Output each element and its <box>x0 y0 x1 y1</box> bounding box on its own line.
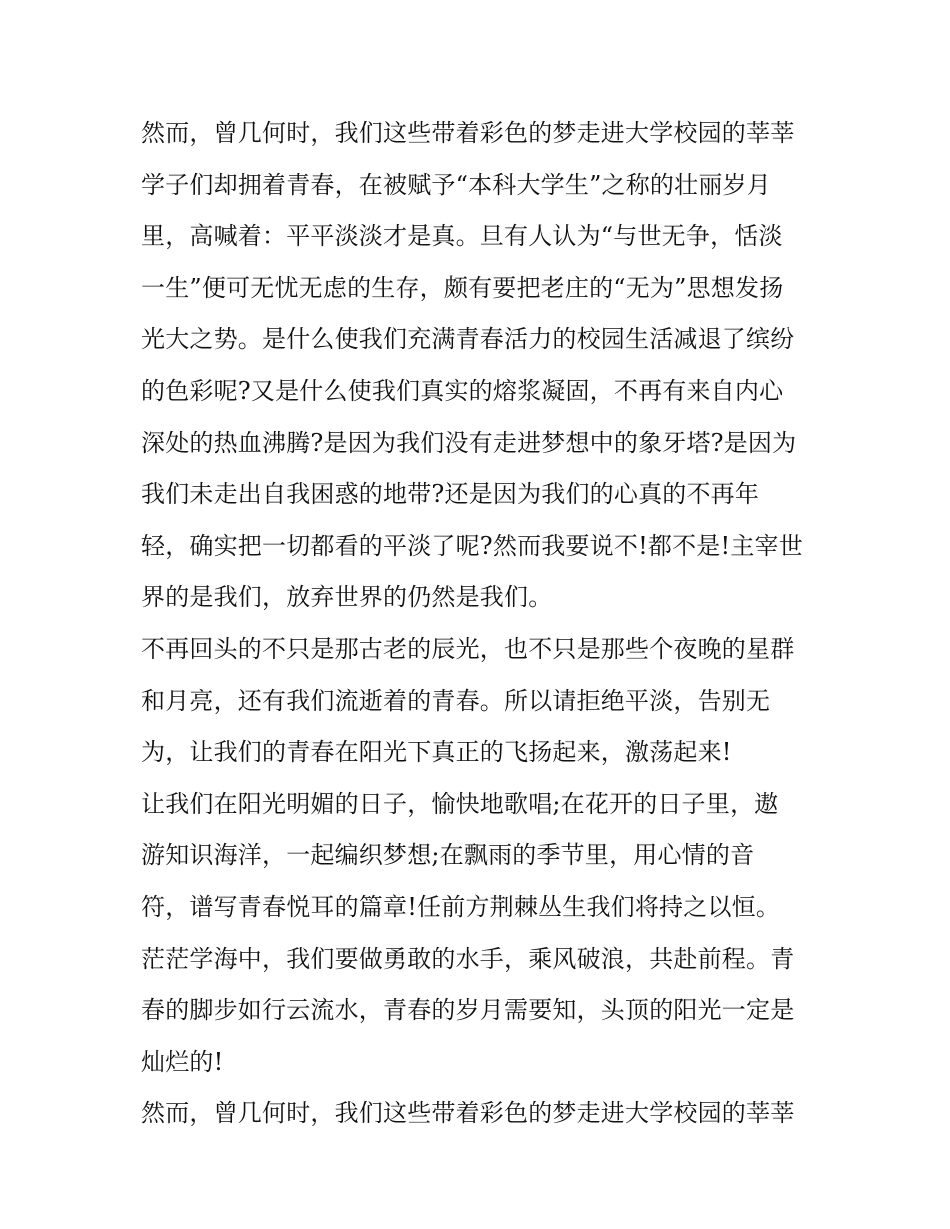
text-line: 灿烂的! <box>141 1047 224 1076</box>
text-line: 然而，曾几何时，我们这些带着彩色的梦走进大学校园的莘莘 <box>141 1099 795 1128</box>
text-line: 学子们却拥着青春，在被赋予“本科大学生”之称的壮丽岁月 <box>141 170 771 199</box>
text-line: 的色彩呢?又是什么使我们真实的熔浆凝固，不再有来自内心 <box>141 376 784 405</box>
text-line: 游知识海洋，一起编织梦想;在飘雨的季节里，用心情的音 <box>141 841 755 870</box>
text-line: 轻，确实把一切都看的平淡了呢?然而我要说不!都不是!主宰世 <box>141 531 803 560</box>
text-line: 为，让我们的青春在阳光下真正的飞扬起来，激荡起来! <box>141 738 732 767</box>
text-line: 光大之势。是什么使我们充满青春活力的校园生活减退了缤纷 <box>141 325 795 354</box>
document-body <box>141 108 821 1140</box>
text-line: 茫茫学海中，我们要做勇敢的水手，乘风破浪，共赴前程。青 <box>141 944 795 973</box>
text-line: 让我们在阳光明媚的日子，愉快地歌唱;在花开的日子里，遨 <box>141 789 779 818</box>
text-line: 我们未走出自我困惑的地带?还是因为我们的心真的不再年 <box>141 480 760 509</box>
text-line: 然而，曾几何时，我们这些带着彩色的梦走进大学校园的莘莘 <box>141 119 795 147</box>
text-line: 里，高喊着：平平淡淡才是真。旦有人认为“与世无争，恬淡 <box>141 222 783 251</box>
text-line: 界的是我们，放弃世界的仍然是我们。 <box>141 583 553 612</box>
text-line: 一生”便可无忧无虑的生存，颇有要把老庄的“无为”思想发扬 <box>141 273 784 302</box>
text-line: 深处的热血沸腾?是因为我们没有走进梦想中的象牙塔?是因为 <box>141 428 797 457</box>
text-line: 和月亮，还有我们流逝着的青春。所以请拒绝平淡，告别无 <box>141 686 771 715</box>
text-line: 符，谱写青春悦耳的篇章!任前方荆棘丛生我们将持之以恒。 <box>141 892 781 921</box>
text-line: 不再回头的不只是那古老的辰光，也不只是那些个夜晚的星群 <box>141 634 795 663</box>
text-line: 春的脚步如行云流水，青春的岁月需要知，头顶的阳光一定是 <box>141 996 795 1025</box>
